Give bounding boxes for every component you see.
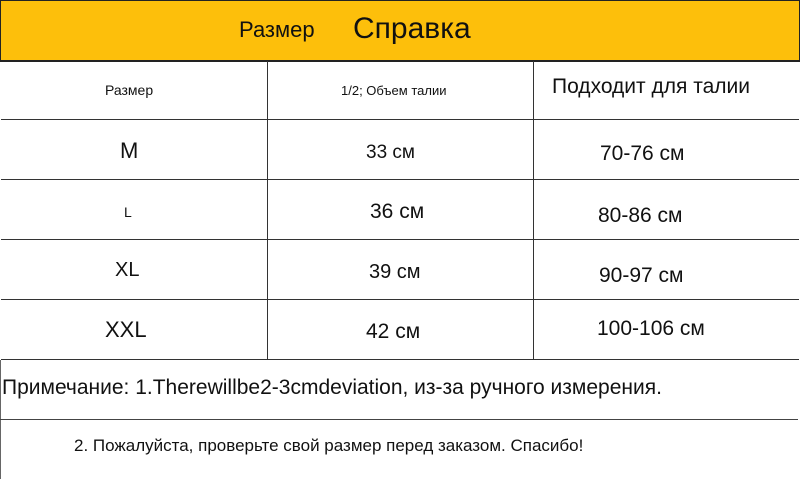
- half-waist-value: 36 см: [370, 200, 425, 223]
- fits-waist-cell: [534, 180, 799, 239]
- half-waist-cell: [268, 240, 534, 299]
- fits-waist-value: 90-97 см: [599, 264, 684, 287]
- table-row: [1, 240, 799, 300]
- size-cell: [1, 120, 268, 179]
- column-header-size: Размер: [105, 82, 154, 98]
- fits-waist-cell: [534, 240, 799, 299]
- title-size-label: Размер: [239, 17, 315, 42]
- size-cell: [1, 300, 268, 359]
- size-value: M: [120, 138, 139, 163]
- table-row: [1, 180, 799, 240]
- fits-waist-value: 100-106 см: [597, 317, 705, 340]
- title-bar: [0, 0, 800, 62]
- header-cell-size: [1, 61, 268, 119]
- fits-waist-cell: [534, 120, 799, 179]
- header-cell-fits-waist: [534, 61, 799, 119]
- half-waist-value: 39 см: [369, 261, 421, 283]
- half-waist-value: 33 см: [366, 142, 415, 163]
- table-row: [1, 120, 799, 180]
- size-value: XXL: [105, 317, 147, 342]
- note-check-size: 2. Пожалуйста, проверьте свой размер перед заказом. Спасибо!: [74, 436, 584, 455]
- note-divider: [0, 419, 798, 420]
- header-cell-half-waist: [268, 61, 534, 119]
- fits-waist-value: 80-86 см: [598, 204, 683, 227]
- half-waist-cell: [268, 120, 534, 179]
- half-waist-value: 42 см: [366, 320, 421, 343]
- column-header-half-waist: 1/2; Объем талии: [341, 83, 447, 98]
- column-header-fits-waist: Подходит для талии: [552, 75, 750, 98]
- size-cell: [1, 180, 268, 239]
- fits-waist-value: 70-76 см: [600, 142, 685, 165]
- half-waist-cell: [268, 180, 534, 239]
- table-row: [1, 300, 799, 360]
- size-value: L: [124, 204, 132, 220]
- half-waist-cell: [268, 300, 534, 359]
- size-cell: [1, 240, 268, 299]
- note-measurement-deviation: Примечание: 1.Therewillbe2-3cmdeviation, из-за ручного измерения.: [2, 376, 662, 399]
- size-value: XL: [115, 259, 140, 281]
- fits-waist-cell: [534, 300, 799, 359]
- title-reference-label: Справка: [353, 12, 471, 45]
- table-header-row: [1, 61, 799, 120]
